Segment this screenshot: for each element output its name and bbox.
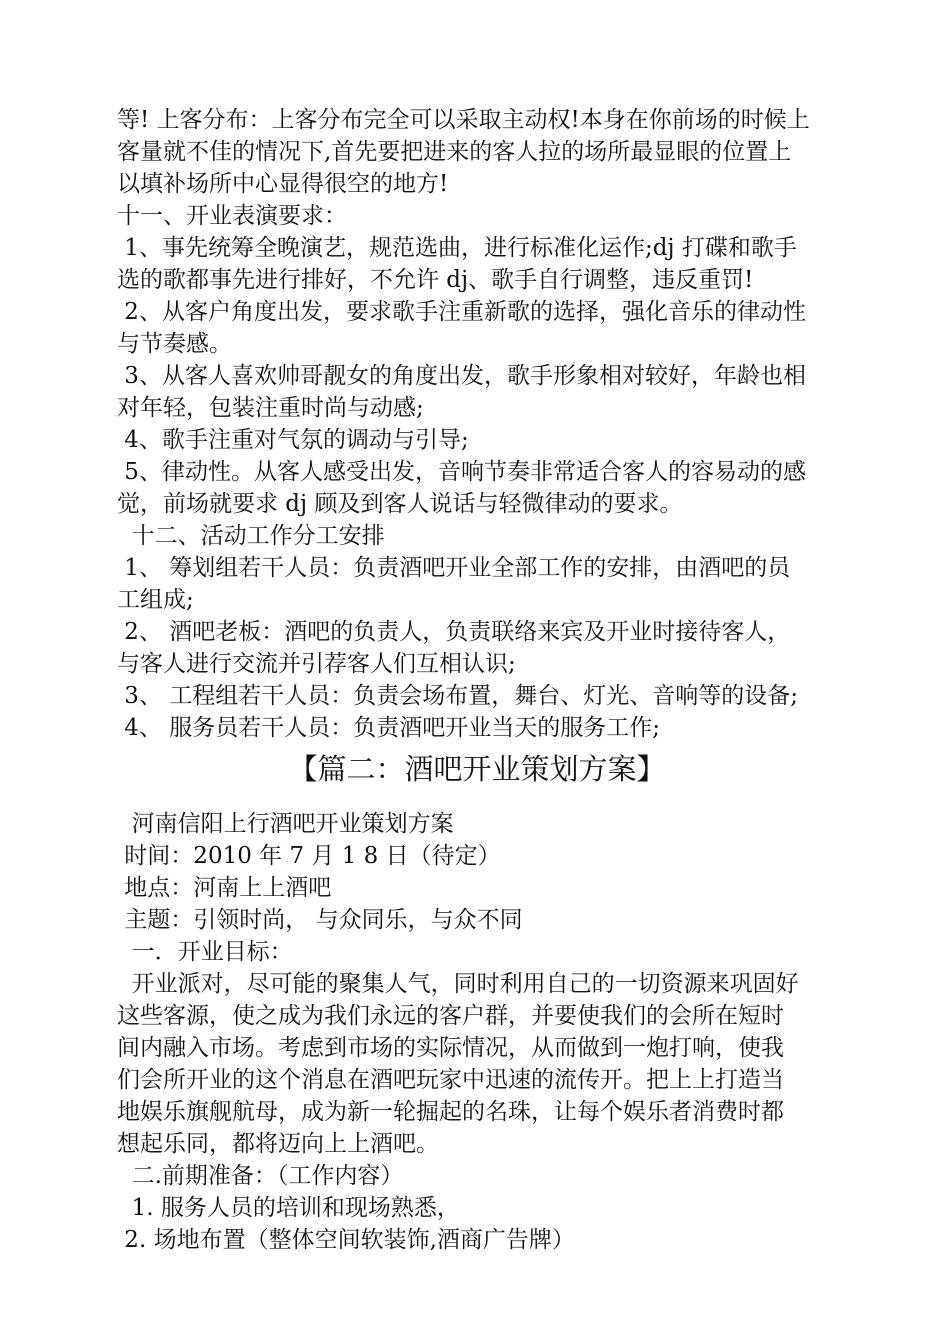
text-line: 5、律动性。从客人感受出发，音响节奏非常适合客人的容易动的感 <box>117 459 806 485</box>
document-body-part2 <box>117 808 837 1256</box>
text-line: 2、从客户角度出发，要求歌手注重新歌的选择，强化音乐的律动性 <box>117 299 806 325</box>
section-heading: 十二、活动工作分工安排 <box>117 523 385 549</box>
text-line: 对年轻，包装注重时尚与动感; <box>117 395 424 421</box>
section-heading: 一．开业目标： <box>117 939 293 965</box>
text-line: 想起乐同，都将迈向上上酒吧。 <box>117 1131 439 1157</box>
text-line: 4、 服务员若干人员：负责酒吧开业当天的服务工作; <box>117 715 661 741</box>
text-line: 2、 酒吧老板：酒吧的负责人，负责联络来宾及开业时接待客人， <box>117 619 791 645</box>
text-line: 间内融入市场。考虑到市场的实际情况，从而做到一炮打响，使我 <box>117 1035 784 1061</box>
document-subtitle: 河南信阳上行酒吧开业策划方案 <box>117 811 454 837</box>
text-line: 主题：引领时尚， 与众同乐，与众不同 <box>117 907 523 933</box>
text-line: 开业派对，尽可能的聚集人气，同时利用自己的一切资源来巩固好 <box>117 971 799 997</box>
section-heading: 十一、开业表演要求： <box>117 203 347 229</box>
text-line: 们会所开业的这个消息在酒吧玩家中迅速的流传开。把上上打造当 <box>117 1067 784 1093</box>
text-line: 2. 场地布置（整体空间软装饰,酒商广告牌） <box>117 1227 575 1253</box>
text-line: 3、从客人喜欢帅哥靓女的角度出发，歌手形象相对较好，年龄也相 <box>117 363 806 389</box>
document-page <box>117 104 837 1256</box>
text-line: 1、 筹划组若干人员：负责酒吧开业全部工作的安排，由酒吧的员 <box>117 555 791 581</box>
text-line: 客量就不佳的情况下,首先要把进来的客人拉的场所最显眼的位置上 <box>117 139 792 165</box>
text-line: 地娱乐旗舰航母，成为新一轮掘起的名珠，让每个娱乐者消费时都 <box>117 1099 784 1125</box>
text-line: 时间：2010 年 7 月 1 8 日（待定） <box>117 843 501 869</box>
text-line: 与节奏感。 <box>117 331 232 357</box>
text-line: 工组成; <box>117 587 194 613</box>
text-line: 选的歌都事先进行排好，不允许 dj、歌手自行调整，违反重罚! <box>117 267 754 293</box>
document-body-part1 <box>117 104 837 744</box>
text-line: 3、 工程组若干人员：负责会场布置，舞台、灯光、音响等的设备; <box>117 683 799 709</box>
text-line: 与客人进行交流并引荐客人们互相认识; <box>117 651 516 677</box>
text-line: 觉，前场就要求 dj 顾及到客人说话与轻微律动的要求。 <box>117 491 683 517</box>
text-line: 以填补场所中心显得很空的地方! <box>117 171 449 197</box>
text-line: 1、事先统筹全晚演艺，规范选曲，进行标准化运作;dj 打碟和歌手 <box>117 235 797 261</box>
section-title: 【篇二：酒吧开业策划方案】 <box>288 752 666 786</box>
text-line: 地点：河南上上酒吧 <box>117 875 332 901</box>
text-line: 1. 服务人员的培训和现场熟悉， <box>117 1195 460 1221</box>
section-heading: 二.前期准备：（工作内容） <box>117 1163 404 1189</box>
text-line: 等! 上客分布：上客分布完全可以采取主动权!本身在你前场的时候上 <box>117 107 810 133</box>
text-line: 4、歌手注重对气氛的调动与引导; <box>117 427 469 453</box>
text-line: 这些客源，使之成为我们永远的客户群，并要使我们的会所在短时 <box>117 1003 784 1029</box>
